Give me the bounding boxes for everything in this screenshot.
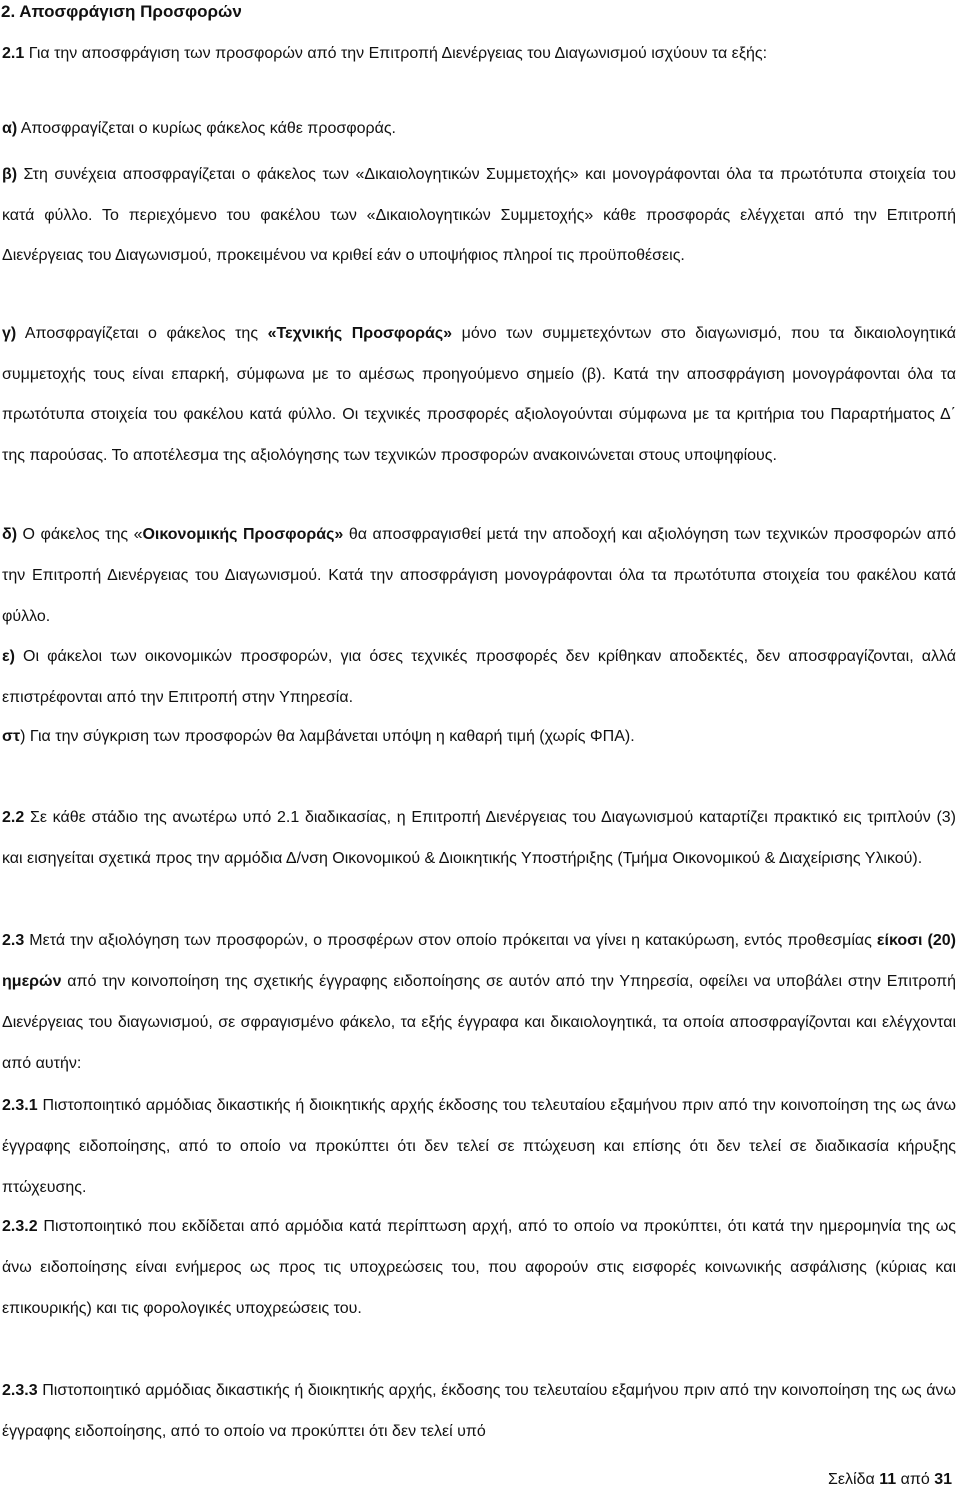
item-d [2,514,956,637]
footer-current-page: 11 [879,1471,897,1488]
paragraph-2-3-2-text: Πιστοποιητικό που εκδίδεται από αρμόδια κατά περίπτωση αρχή, από το οποίο να προκύπτει, ότι κατά την ημερομηνία της ως άνω ειδοποίησης είναι ενήμερος ως προς τις υποχρεώσεις του, που αφορούν στις εισφορές κοινωνικής ασφάλισης (κύριας και επικουρικής) και τις φορολογικές υποχρεώσεις του. [2,1218,956,1317]
item-b-text-2: Το περιεχόμενο του φακέλου των «Δικαιολογητικών Συμμετοχής» κάθε προσφοράς ελέγχεται από την Επιτροπή Διενέργειας του Διαγωνισμού, προκειμένου να κριθεί εάν ο υποψήφιος πληροί τις προϋποθέσεις. [2,206,957,264]
paragraph-2-3-1-number: 2.3.1 [2,1097,38,1114]
item-st-label: στ [2,728,21,745]
paragraph-2-1 [2,34,956,74]
paragraph-2-3-text-2: από την κοινοποίηση της σχετικής έγγραφης ειδοποίησης σε αυτόν από την Υπηρεσία, οφείλει να υποβάλει στην Επιτροπή Διενέργειας του διαγωνισμού, σε σφραγισμένο φάκελο, τα εξής έγγραφα και δικαιολογητικά, τα οποία αποσφραγίζονται και ελέγχονται από αυτήν: [2,973,956,1072]
paragraph-2-3-text-1: Μετά την αξιολόγηση των προσφορών, ο προσφέρων στον οποίο πρόκειται να γίνει η κατακύρωση, εντός προθεσμίας [24,932,877,949]
item-c-text-1: Αποσφραγίζεται ο φάκελος της [16,325,268,342]
item-c [2,314,956,476]
item-e [2,636,956,718]
page-number-footer [828,1470,952,1490]
paragraph-2-3-3 [2,1370,956,1452]
item-b-text-1: Στη συνέχεια αποσφραγίζεται ο φάκελος των «Δικαιολογητικών Συμμετοχής» και μονογράφονται όλα τα πρωτότυπα στοιχεία του κατά φύλλο. [2,166,956,224]
item-c-label: γ) [2,325,17,342]
item-d-text-1: Ο φάκελος της « [17,526,143,543]
section-title: 2. Αποσφράγιση Προσφορών [1,2,242,21]
footer-prefix: Σελίδα [828,1471,880,1488]
paragraph-2-3-1 [2,1085,956,1208]
paragraph-2-3-deadline: είκοσι (20) ημερών [2,932,956,990]
item-d-label: δ) [2,526,18,543]
item-d-text-2: θα αποσφραγισθεί μετά την αποδοχή και αξιολόγηση των τεχνικών προσφορών από την Επιτροπή Διενέργειας του Διαγωνισμού. Κατά την αποσφράγιση μονογράφονται όλα τα πρωτότυπα στοιχεία του φακέλου κατά φύλλο. [2,526,956,625]
paragraph-2-3-2-number: 2.3.2 [2,1218,38,1235]
item-a [2,117,956,141]
item-b-label: β) [2,166,18,183]
paragraph-2-1-number: 2.1 [2,45,25,62]
paragraph-2-3-2 [2,1206,956,1329]
item-st [2,725,956,749]
paragraph-2-3-1-text: Πιστοποιητικό αρμόδιας δικαστικής ή διοικητικής αρχής έκδοσης του τελευταίου εξαμήνου πριν από την κοινοποίηση της ως άνω έγγραφης ειδοποίησης, από το οποίο να προκύπτει ότι δεν τελεί σε πτώχευση και επίσης ότι δεν τελεί σε διαδικασία κήρυξης πτώχευσης. [2,1097,956,1196]
footer-total-pages: 31 [934,1471,952,1488]
item-a-text: Αποσφραγίζεται ο κυρίως φάκελος κάθε προσφοράς. [17,120,396,137]
item-e-label: ε) [2,648,15,665]
footer-middle: από [896,1471,935,1488]
paragraph-2-2-number: 2.2 [2,809,25,826]
paragraph-2-3-3-number: 2.3.3 [2,1382,38,1399]
paragraph-2-3 [2,920,956,1084]
item-c-bold-term: «Τεχνικής Προσφοράς» [267,325,453,342]
paragraph-2-3-number: 2.3 [2,932,25,949]
paragraph-2-2 [2,797,956,879]
item-d-bold-term: Οικονομικής Προσφοράς» [142,526,344,543]
paragraph-2-3-3-text: Πιστοποιητικό αρμόδιας δικαστικής ή διοικητικής αρχής, έκδοσης του τελευταίου εξαμήνου πριν από την κοινοποίηση της ως άνω έγγραφης ειδοποίησης, από το οποίο να προκύπτει ότι δεν τελεί υπό [2,1382,956,1440]
item-a-label: α) [2,120,18,137]
item-e-text: Οι φάκελοι των οικονομικών προσφορών, για όσες τεχνικές προσφορές δεν κρίθηκαν αποδεκτές, δεν αποσφραγίζονται, αλλά επιστρέφονται από την Επιτροπή στην Υπηρεσία. [2,648,956,706]
item-c-text-2: μόνο των συμμετεχόντων στο διαγωνισμό, που τα δικαιολογητικά συμμετοχής τους είναι επαρκή, σύμφωνα με το αμέσως προηγούμενο σημείο (β). Κατά την αποσφράγιση μονογράφονται όλα τα πρωτότυπα στοιχεία του φακέλου κατά φύλλο. Οι τεχνικές προσφορές αξιολογούνται σύμφωνα με τα κριτήρια του Παραρτήματος Δ΄ της παρούσας. Το αποτέλεσμα της αξιολόγησης των τεχνικών προσφορών ανακοινώνεται στους υποψηφίους. [2,325,957,464]
paragraph-2-1-text: Για την αποσφράγιση των προσφορών από την Επιτροπή Διενέργειας του Διαγωνισμού ισχύουν τα εξής: [24,45,768,62]
paragraph-2-2-text: Σε κάθε στάδιο της ανωτέρω υπό 2.1 διαδικασίας, η Επιτροπή Διενέργειας του Διαγωνισμού καταρτίζει πρακτικό εις τριπλούν (3) και εισηγείται σχετικά προς την αρμόδια Δ/νση Οικονομικού & Διοικητικής Υποστήριξης (Τμήμα Οικονομικού & Διαχείρισης Υλικού). [2,809,956,867]
item-b [2,155,956,277]
item-st-text: ) Για την σύγκριση των προσφορών θα λαμβάνεται υπόψη η καθαρή τιμή (χωρίς ΦΠΑ). [20,728,635,745]
